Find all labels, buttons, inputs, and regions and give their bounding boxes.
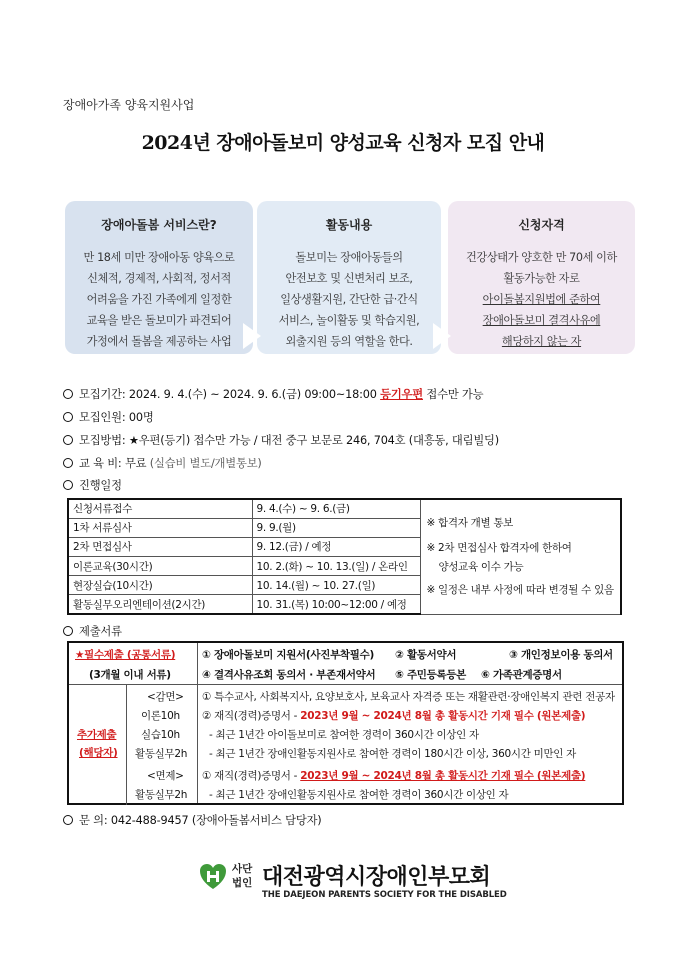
organization-logo — [198, 860, 528, 908]
circle-bullet-icon — [63, 389, 73, 399]
logo-corporation-type: 사단 법인 — [232, 863, 253, 889]
card-line: 만 18세 미만 장애아동 양육으로 — [83, 251, 235, 264]
card-body — [263, 247, 435, 352]
card-line: 신체적, 경제적, 사회적, 정서적 — [87, 272, 231, 285]
table-row: 2차 면접심사 9. 12.(금) / 예정 — [68, 537, 621, 556]
table-row: 신청서류접수 9. 4.(수) ~ 9. 6.(금) ※ 합격자 개별 통보 ※ 2차 면접심사 합격자에 한하여 양성교육 이수 가능 ※ 일정은 내부 사정에 따라 변경될 수 있음 — [68, 499, 621, 518]
info-cards — [65, 201, 635, 354]
header-subtitle: 장애아가족 양육지원사업 — [63, 98, 195, 112]
card-eligibility — [448, 201, 635, 354]
extra-docs-label: 추가제출 — [77, 729, 117, 741]
card-body — [71, 247, 247, 352]
card-body — [454, 247, 629, 352]
recruit-period: 모집기간: 2024. 9. 4.(수) ~ 2024. 9. 6.(금) 09:00~18:00 등기우편 접수만 가능 — [63, 386, 483, 402]
card-line: 건강상태가 양호한 만 70세 이하 — [466, 251, 617, 264]
table-row: 활동실무오리엔테이션(2시간) 10. 31.(목) 10:00~12:00 / 예정 — [68, 595, 621, 614]
card-line: 해당하지 않는 자 — [501, 335, 582, 348]
registered-mail-highlight: 등기우편 — [380, 388, 423, 401]
table-row: 현장실습(10시간) 10. 14.(월) ~ 10. 27.(일) — [68, 576, 621, 595]
card-line: 일상생활지원, 간단한 급·간식 — [280, 293, 418, 306]
organization-emblem-icon — [198, 862, 228, 892]
card-line: 가정에서 돌봄을 제공하는 사업 — [86, 335, 232, 348]
page-title: 2024년 장애아돌보미 양성교육 신청자 모집 안내 — [141, 132, 545, 154]
circle-bullet-icon — [63, 626, 73, 636]
arrow-right-icon — [243, 323, 261, 349]
card-activities — [257, 201, 441, 354]
required-docs-sub: (3개월 이내 서류) — [89, 669, 171, 681]
circle-bullet-icon — [63, 435, 73, 445]
card-line: 교육을 받은 돌보미가 파견되어 — [86, 314, 232, 327]
recruit-count: 모집인원: 00명 — [63, 409, 154, 425]
card-line: 어려움을 가진 가족에게 일정한 — [86, 293, 232, 306]
logo-english-name: THE DAEJEON PARENTS SOCIETY FOR THE DISABLED — [262, 890, 507, 900]
recruit-method: 모집방법: ★우편(등기) 접수만 가능 / 대전 중구 보문로 246, 704호 (대흥동, 대림빌딩) — [63, 432, 499, 448]
circle-bullet-icon — [63, 412, 73, 422]
card-service-definition — [65, 201, 253, 354]
card-line: 서비스, 놀이활동 및 학습지원, — [278, 314, 420, 327]
table-row: 이론교육(30시간) 10. 2.(화) ~ 10. 13.(일) / 온라인 — [68, 557, 621, 576]
card-heading: 활동내용 — [325, 218, 373, 232]
contact-info: 문 의: 042-488-9457 (장애아돌봄서비스 담당자) — [63, 812, 322, 828]
card-line: 외출지원 등의 역할을 한다. — [285, 335, 413, 348]
extra-docs-sub: (해당자) — [79, 747, 118, 759]
card-line: 장애아돌보미 결격사유에 — [482, 314, 601, 327]
documents-heading: 제출서류 — [63, 623, 122, 639]
card-line: 안전보호 및 신변처리 보조, — [285, 272, 413, 285]
card-line: 아이돌봄지원법에 준하여 — [482, 293, 601, 306]
card-heading: 장애아돌봄 서비스란? — [101, 218, 217, 232]
documents-table: ★필수제출 (공통서류) (3개월 이내 서류) ① 장애아돌보미 지원서(사진부착필수) ② 활동서약서 ③ 개인정보이용 동의서 ④ 결격사유조회 동의서 · 부존재서약서 ⑤ 주민등록등본 ⑥ 가족관계증명서 추가제출 (해당자) <감면> 이론10h 실습10h 활동실무2h <면제> 활동실무2h ① 특수교사, 사회복지사, 요양보호사, 보육교사 자격증 또는 재활관련·장애인복지 관련 전공자 ② 재직(경력)증명서 - 2023년 9월 ~ 2024년 8월 총 활동시간 기재 필수 (원본제출) - 최근 1년간 아이돌보미로 참여한 경력이 360시간 이상인 자 - 최근 1년간 장애인활동지원사로 참여한 경력이 180시간 이상, 360시간 미만인 자 ① 재직(경력)증명서 - 2023년 9월 ~ 2024년 8월 총 활동시간 기재 필수 (원본제출) - 최근 1년간 장애인활동지원사로 참여한 경력이 360시간 이상인 자 — [67, 641, 624, 805]
card-line: 활동가능한 자로 — [503, 272, 580, 285]
table-row: 1차 서류심사 9. 9.(월) — [68, 518, 621, 537]
circle-bullet-icon — [63, 458, 73, 468]
required-docs-label: ★필수제출 (공통서류) — [75, 649, 176, 661]
circle-bullet-icon — [63, 815, 73, 825]
circle-bullet-icon — [63, 480, 73, 490]
card-heading: 신청자격 — [518, 218, 565, 232]
schedule-table — [67, 498, 622, 615]
schedule-notes: ※ 합격자 개별 통보 ※ 2차 면접심사 합격자에 한하여 양성교육 이수 가능 ※ 일정은 내부 사정에 따라 변경될 수 있음 — [420, 499, 621, 614]
schedule-heading: 진행일정 — [63, 477, 122, 493]
card-line: 돌보미는 장애아동들의 — [295, 251, 403, 264]
arrow-right-icon — [433, 323, 451, 349]
logo-organization-name: 대전광역시장애인부모회 — [262, 865, 491, 890]
education-fee: 교 육 비: 무료 (실습비 별도/개별통보) — [63, 455, 262, 471]
